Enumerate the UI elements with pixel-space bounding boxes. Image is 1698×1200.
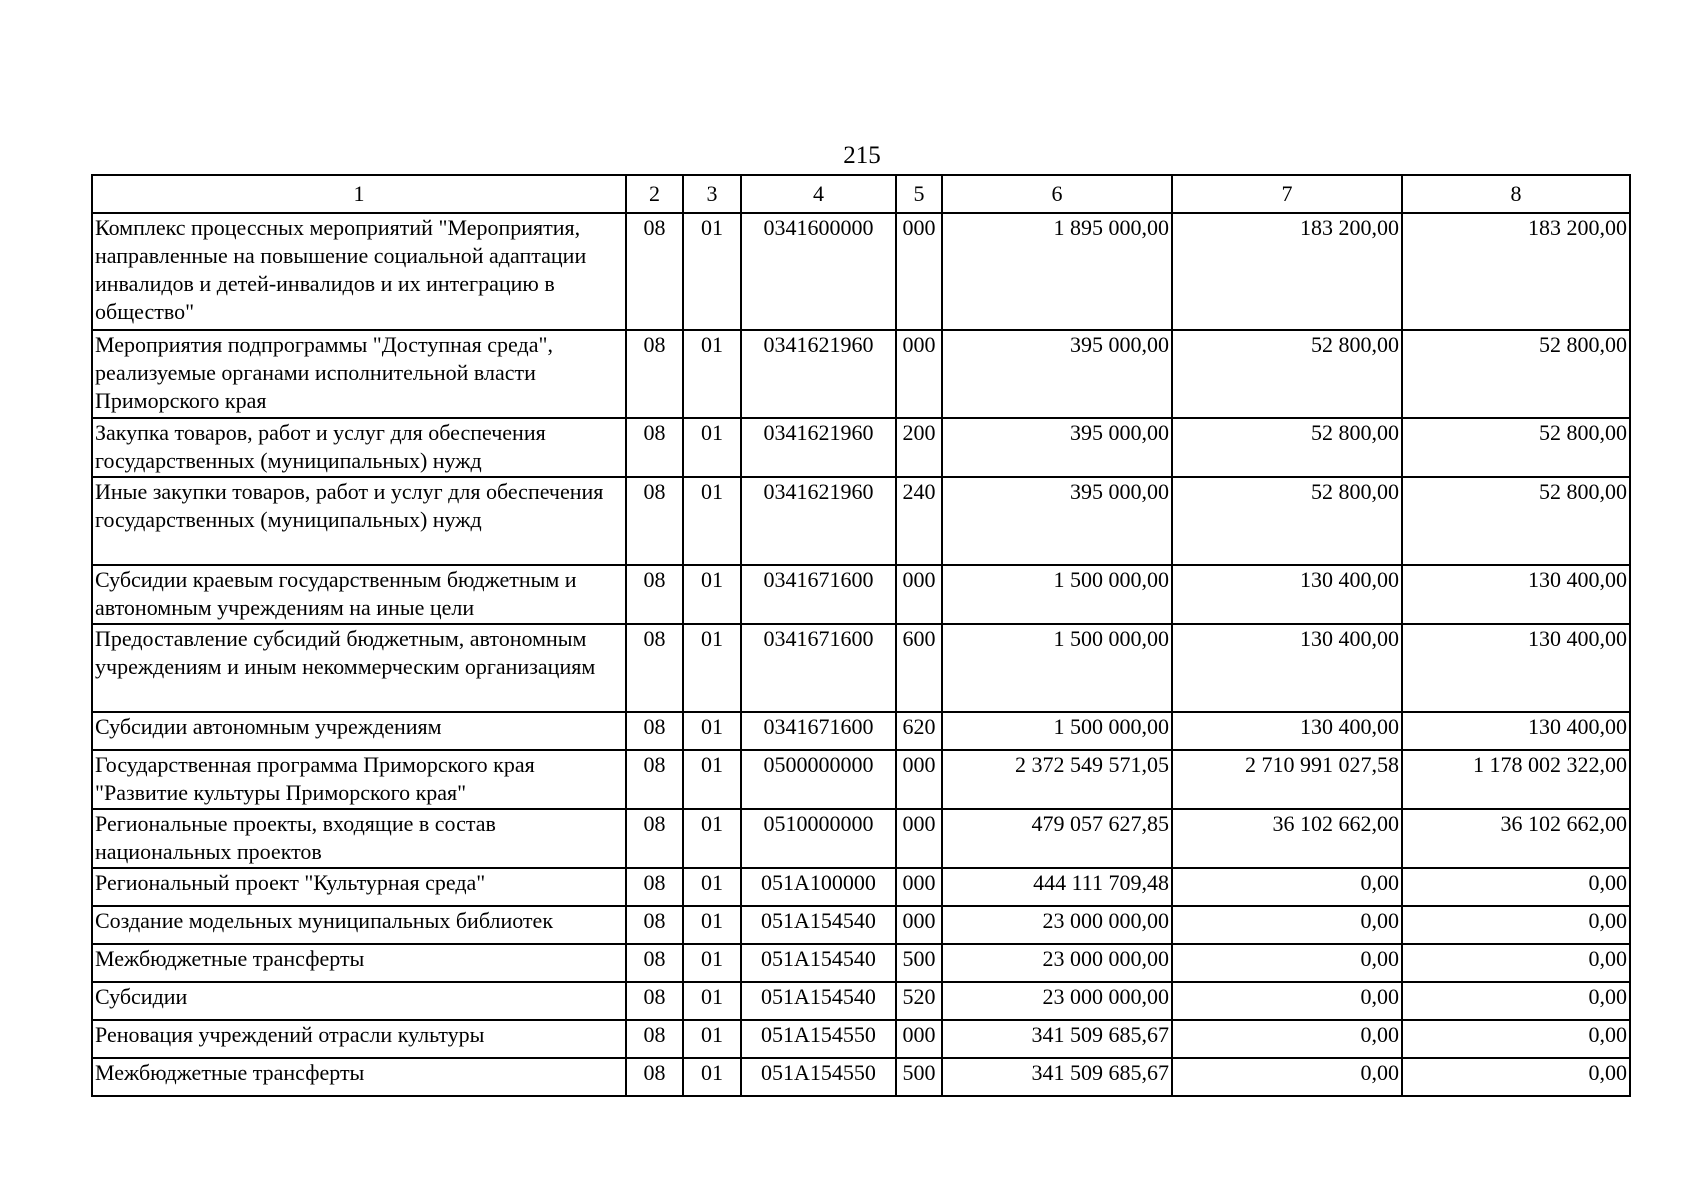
row-subsection: 01 (683, 1020, 741, 1058)
row-target-article: 0341600000 (741, 213, 896, 330)
page-number: 215 (843, 142, 881, 169)
col-header-8: 8 (1402, 175, 1630, 213)
table-row (92, 906, 1630, 944)
row-expense-type: 000 (896, 1020, 942, 1058)
row-amount-col8: 0,00 (1402, 1058, 1630, 1096)
row-amount-col6: 1 895 000,00 (942, 213, 1172, 330)
row-expense-type: 000 (896, 750, 942, 809)
row-target-article: 051A154550 (741, 1058, 896, 1096)
row-section: 08 (626, 624, 683, 712)
col-header-5: 5 (896, 175, 942, 213)
row-amount-col6: 23 000 000,00 (942, 982, 1172, 1020)
row-subsection: 01 (683, 1058, 741, 1096)
row-name: Иные закупки товаров, работ и услуг для обеспечения государственных (муниципальных) нужд (92, 477, 626, 565)
row-amount-col6: 341 509 685,67 (942, 1058, 1172, 1096)
row-section: 08 (626, 750, 683, 809)
row-amount-col6: 444 111 709,48 (942, 868, 1172, 906)
col-header-6: 6 (942, 175, 1172, 213)
row-amount-col7: 0,00 (1172, 944, 1402, 982)
table-row (92, 1058, 1630, 1096)
table-row (92, 213, 1630, 330)
row-section: 08 (626, 1058, 683, 1096)
row-target-article: 0341621960 (741, 418, 896, 477)
table-row (92, 750, 1630, 809)
row-amount-col8: 130 400,00 (1402, 565, 1630, 624)
row-amount-col6: 1 500 000,00 (942, 624, 1172, 712)
row-name: Предоставление субсидий бюджетным, автономным учреждениям и иным некоммерческим организациям (92, 624, 626, 712)
row-target-article: 051A154540 (741, 982, 896, 1020)
row-amount-col7: 130 400,00 (1172, 712, 1402, 750)
row-amount-col8: 0,00 (1402, 944, 1630, 982)
row-expense-type: 500 (896, 944, 942, 982)
row-section: 08 (626, 477, 683, 565)
row-subsection: 01 (683, 565, 741, 624)
row-subsection: 01 (683, 906, 741, 944)
table-row (92, 712, 1630, 750)
row-subsection: 01 (683, 712, 741, 750)
row-name: Региональные проекты, входящие в состав национальных проектов (92, 809, 626, 868)
row-target-article: 0500000000 (741, 750, 896, 809)
table-row (92, 418, 1630, 477)
row-amount-col7: 52 800,00 (1172, 418, 1402, 477)
row-expense-type: 000 (896, 330, 942, 418)
row-amount-col7: 0,00 (1172, 1020, 1402, 1058)
row-subsection: 01 (683, 213, 741, 330)
row-amount-col7: 130 400,00 (1172, 565, 1402, 624)
col-header-1: 1 (92, 175, 626, 213)
row-name: Мероприятия подпрограммы "Доступная среда", реализуемые органами исполнительной власти Приморского края (92, 330, 626, 418)
row-section: 08 (626, 868, 683, 906)
row-name: Комплекс процессных мероприятий "Мероприятия, направленные на повышение социальной адаптации инвалидов и детей-инвалидов и их интеграцию в общество" (92, 213, 626, 330)
table-row (92, 1020, 1630, 1058)
table-body (92, 213, 1630, 1096)
row-amount-col7: 0,00 (1172, 868, 1402, 906)
row-target-article: 0341671600 (741, 624, 896, 712)
row-name: Межбюджетные трансферты (92, 1058, 626, 1096)
row-expense-type: 240 (896, 477, 942, 565)
row-subsection: 01 (683, 944, 741, 982)
table-row (92, 477, 1630, 565)
row-name: Межбюджетные трансферты (92, 944, 626, 982)
row-amount-col8: 183 200,00 (1402, 213, 1630, 330)
col-header-4: 4 (741, 175, 896, 213)
row-name: Субсидии (92, 982, 626, 1020)
row-name: Субсидии автономным учреждениям (92, 712, 626, 750)
row-amount-col8: 52 800,00 (1402, 418, 1630, 477)
row-section: 08 (626, 906, 683, 944)
row-subsection: 01 (683, 809, 741, 868)
row-amount-col8: 1 178 002 322,00 (1402, 750, 1630, 809)
row-amount-col6: 1 500 000,00 (942, 712, 1172, 750)
row-target-article: 0510000000 (741, 809, 896, 868)
row-amount-col8: 130 400,00 (1402, 712, 1630, 750)
row-amount-col6: 341 509 685,67 (942, 1020, 1172, 1058)
row-amount-col7: 52 800,00 (1172, 330, 1402, 418)
row-target-article: 0341621960 (741, 477, 896, 565)
row-section: 08 (626, 330, 683, 418)
row-amount-col7: 2 710 991 027,58 (1172, 750, 1402, 809)
row-amount-col6: 395 000,00 (942, 418, 1172, 477)
row-amount-col8: 52 800,00 (1402, 477, 1630, 565)
row-amount-col6: 23 000 000,00 (942, 906, 1172, 944)
row-amount-col7: 183 200,00 (1172, 213, 1402, 330)
header-row (92, 175, 1630, 213)
row-expense-type: 000 (896, 565, 942, 624)
row-amount-col7: 0,00 (1172, 1058, 1402, 1096)
table-header (92, 175, 1630, 213)
row-subsection: 01 (683, 477, 741, 565)
row-target-article: 051A100000 (741, 868, 896, 906)
row-section: 08 (626, 944, 683, 982)
row-expense-type: 000 (896, 906, 942, 944)
row-amount-col6: 23 000 000,00 (942, 944, 1172, 982)
row-section: 08 (626, 565, 683, 624)
row-target-article: 051A154540 (741, 906, 896, 944)
row-amount-col8: 0,00 (1402, 906, 1630, 944)
row-amount-col6: 2 372 549 571,05 (942, 750, 1172, 809)
budget-table (91, 174, 1631, 1097)
row-name: Реновация учреждений отрасли культуры (92, 1020, 626, 1058)
row-name: Субсидии краевым государственным бюджетным и автономным учреждениям на иные цели (92, 565, 626, 624)
row-name: Создание модельных муниципальных библиотек (92, 906, 626, 944)
table-row (92, 944, 1630, 982)
row-target-article: 051A154550 (741, 1020, 896, 1058)
row-section: 08 (626, 213, 683, 330)
row-amount-col6: 1 500 000,00 (942, 565, 1172, 624)
row-name: Закупка товаров, работ и услуг для обеспечения государственных (муниципальных) нужд (92, 418, 626, 477)
row-expense-type: 500 (896, 1058, 942, 1096)
row-amount-col8: 36 102 662,00 (1402, 809, 1630, 868)
row-amount-col6: 395 000,00 (942, 330, 1172, 418)
row-subsection: 01 (683, 868, 741, 906)
row-section: 08 (626, 809, 683, 868)
row-subsection: 01 (683, 750, 741, 809)
row-expense-type: 000 (896, 868, 942, 906)
row-amount-col7: 0,00 (1172, 906, 1402, 944)
row-section: 08 (626, 1020, 683, 1058)
table-row (92, 330, 1630, 418)
row-target-article: 0341671600 (741, 565, 896, 624)
row-name: Государственная программа Приморского края "Развитие культуры Приморского края" (92, 750, 626, 809)
row-amount-col6: 395 000,00 (942, 477, 1172, 565)
row-amount-col7: 52 800,00 (1172, 477, 1402, 565)
row-section: 08 (626, 712, 683, 750)
col-header-3: 3 (683, 175, 741, 213)
table-row (92, 809, 1630, 868)
table-row (92, 868, 1630, 906)
row-amount-col8: 0,00 (1402, 1020, 1630, 1058)
row-expense-type: 000 (896, 213, 942, 330)
row-subsection: 01 (683, 982, 741, 1020)
row-amount-col6: 479 057 627,85 (942, 809, 1172, 868)
row-name: Региональный проект "Культурная среда" (92, 868, 626, 906)
row-expense-type: 520 (896, 982, 942, 1020)
row-amount-col8: 0,00 (1402, 982, 1630, 1020)
row-amount-col8: 130 400,00 (1402, 624, 1630, 712)
table-row (92, 982, 1630, 1020)
row-expense-type: 620 (896, 712, 942, 750)
row-section: 08 (626, 418, 683, 477)
row-expense-type: 000 (896, 809, 942, 868)
row-expense-type: 200 (896, 418, 942, 477)
row-amount-col7: 36 102 662,00 (1172, 809, 1402, 868)
row-target-article: 0341621960 (741, 330, 896, 418)
row-subsection: 01 (683, 624, 741, 712)
row-subsection: 01 (683, 418, 741, 477)
table-row (92, 624, 1630, 712)
col-header-7: 7 (1172, 175, 1402, 213)
row-target-article: 051A154540 (741, 944, 896, 982)
row-amount-col7: 130 400,00 (1172, 624, 1402, 712)
col-header-2: 2 (626, 175, 683, 213)
row-section: 08 (626, 982, 683, 1020)
row-expense-type: 600 (896, 624, 942, 712)
row-amount-col8: 0,00 (1402, 868, 1630, 906)
row-subsection: 01 (683, 330, 741, 418)
row-amount-col7: 0,00 (1172, 982, 1402, 1020)
row-target-article: 0341671600 (741, 712, 896, 750)
table-row (92, 565, 1630, 624)
row-amount-col8: 52 800,00 (1402, 330, 1630, 418)
